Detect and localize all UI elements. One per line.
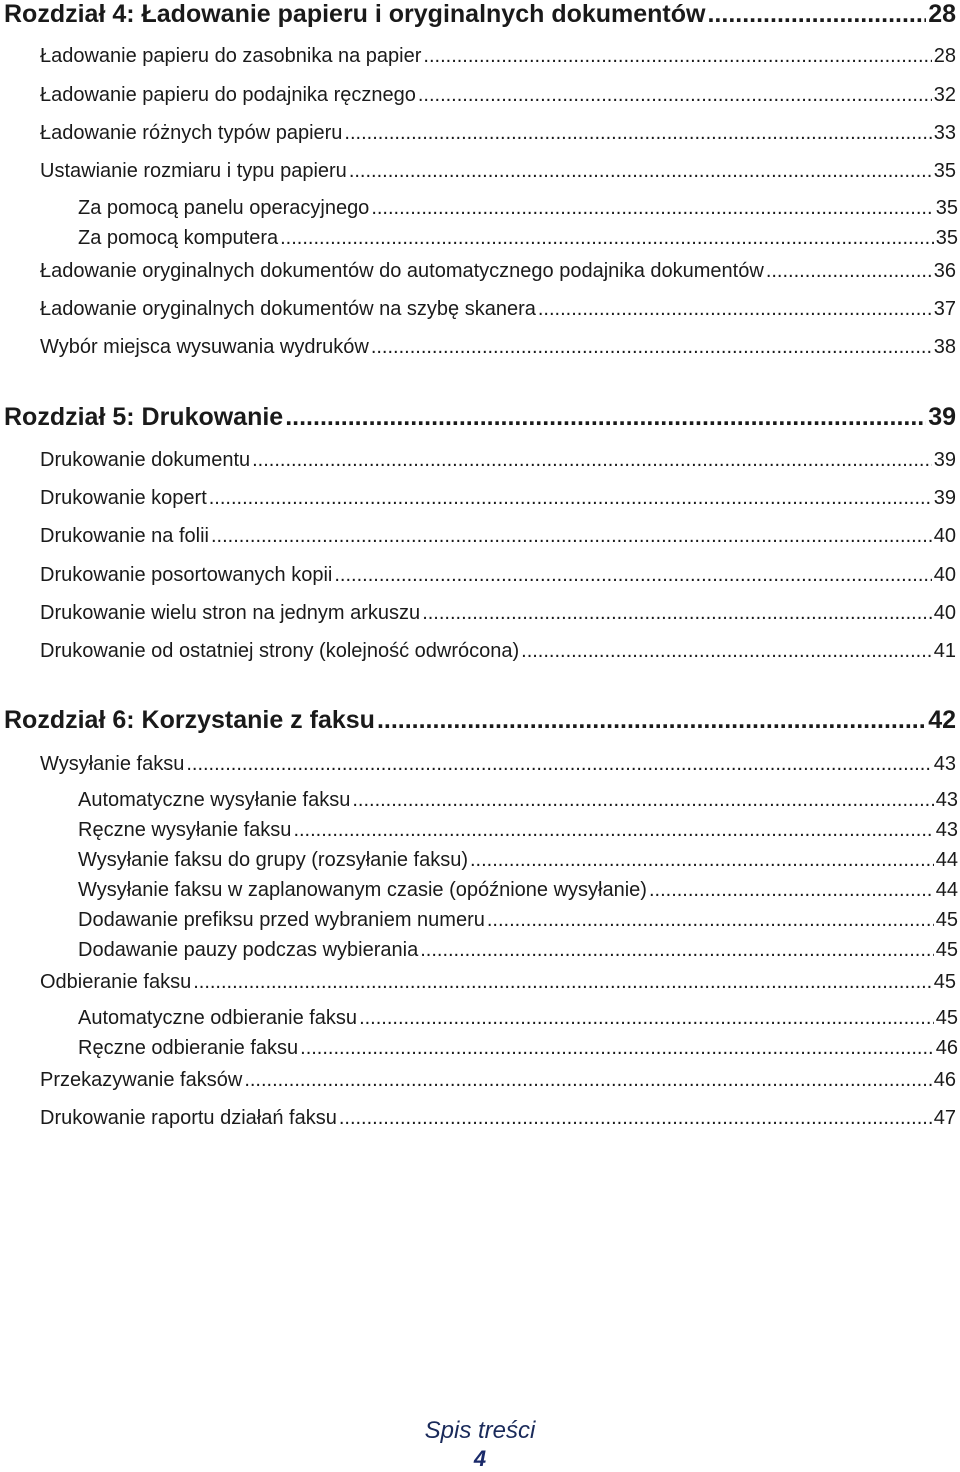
toc-page-number: 35 [935, 197, 958, 219]
footer-page-number: 4 [473, 1446, 487, 1471]
toc-leader-dots [352, 789, 933, 812]
toc-entry-title: Wysyłanie faksu [40, 753, 185, 775]
toc-page-number: 46 [933, 1069, 956, 1091]
toc-entry-title: Ładowanie papieru do zasobnika na papier [40, 45, 422, 67]
toc-page-number: 43 [935, 789, 958, 811]
toc-page-number: 44 [935, 849, 958, 871]
toc-leader-dots [339, 1107, 932, 1130]
toc-subentry[interactable] [78, 197, 958, 223]
toc-entry-title: Ręczne odbieranie faksu [78, 1037, 299, 1059]
toc-entry[interactable] [40, 84, 956, 110]
toc-leader-dots [422, 602, 932, 625]
toc-entry-title: Drukowanie na folii [40, 525, 209, 547]
toc-page-number: 40 [933, 564, 956, 586]
toc-leader-dots [423, 45, 931, 68]
toc-entry[interactable] [40, 449, 956, 475]
toc-entry-title: Ładowanie różnych typów papieru [40, 122, 343, 144]
toc-entry[interactable] [40, 298, 956, 324]
toc-chapter-6[interactable] [4, 706, 956, 738]
toc-leader-dots [280, 227, 934, 250]
toc-entry-title: Wysyłanie faksu w zaplanowanym czasie (opóźnione wysyłanie) [78, 879, 647, 901]
toc-entry[interactable] [40, 602, 956, 628]
toc-page-number: 32 [933, 84, 956, 106]
toc-subentry[interactable] [78, 1037, 958, 1063]
toc-page-number: 37 [933, 298, 956, 320]
toc-entry[interactable] [40, 753, 956, 779]
toc-page-number: 39 [928, 403, 956, 431]
toc-entry[interactable] [40, 487, 956, 513]
toc-entry-title: Dodawanie pauzy podczas wybierania [78, 939, 419, 961]
toc-leader-dots [359, 1007, 934, 1030]
toc-chapter-title: Rozdział 6: Korzystanie z faksu [4, 706, 375, 734]
toc-entry-title: Dodawanie prefiksu przed wybraniem numeru [78, 909, 485, 931]
toc-chapter-5[interactable] [4, 403, 956, 435]
toc-leader-dots [377, 706, 926, 735]
toc-leader-dots [470, 849, 934, 872]
toc-leader-dots [334, 564, 931, 587]
toc-leader-dots [285, 403, 926, 432]
toc-entry-title: Drukowanie kopert [40, 487, 207, 509]
toc-leader-dots [766, 260, 932, 283]
toc-subentry[interactable] [78, 879, 958, 905]
toc-leader-dots [293, 819, 933, 842]
toc-subentry[interactable] [78, 789, 958, 815]
toc-page-number: 45 [935, 1007, 958, 1029]
toc-entry-title: Ładowanie oryginalnych dokumentów do automatycznego podajnika dokumentów [40, 260, 764, 282]
toc-entry[interactable] [40, 971, 956, 997]
toc-entry-title: Ustawianie rozmiaru i typu papieru [40, 160, 347, 182]
toc-entry-title: Drukowanie wielu stron na jednym arkuszu [40, 602, 421, 624]
toc-entry[interactable] [40, 640, 956, 666]
toc-entry[interactable] [40, 1069, 956, 1095]
footer-section-title: Spis treści [424, 1417, 536, 1444]
toc-subentry[interactable] [78, 819, 958, 845]
toc-entry[interactable] [40, 122, 956, 148]
toc-leader-dots [211, 525, 932, 548]
toc-page-number: 36 [933, 260, 956, 282]
toc-entry[interactable] [40, 260, 956, 286]
toc-entry-title: Przekazywanie faksów [40, 1069, 243, 1091]
toc-page-number: 39 [933, 487, 956, 509]
toc-chapter-title: Rozdział 4: Ładowanie papieru i oryginalnych dokumentów [4, 0, 706, 28]
toc-leader-dots [521, 640, 932, 663]
toc-subentry[interactable] [78, 939, 958, 965]
toc-entry-title: Za pomocą komputera [78, 227, 279, 249]
toc-entry[interactable] [40, 160, 956, 186]
toc-leader-dots [252, 449, 932, 472]
toc-page-number: 41 [933, 640, 956, 662]
toc-entry-title: Automatyczne wysyłanie faksu [78, 789, 351, 811]
toc-entry-title: Drukowanie od ostatniej strony (kolejność odwrócona) [40, 640, 520, 662]
toc-subentry[interactable] [78, 1007, 958, 1033]
toc-leader-dots [193, 971, 932, 994]
toc-entry-title: Ładowanie papieru do podajnika ręcznego [40, 84, 416, 106]
toc-page-number: 35 [935, 227, 958, 249]
toc-page-number: 42 [928, 706, 956, 734]
toc-page-number: 43 [935, 819, 958, 841]
toc-page-number: 45 [933, 971, 956, 993]
toc-entry-title: Za pomocą panelu operacyjnego [78, 197, 370, 219]
toc-entry-title: Wybór miejsca wysuwania wydruków [40, 336, 369, 358]
toc-leader-dots [244, 1069, 931, 1092]
toc-entry-title: Ręczne wysyłanie faksu [78, 819, 292, 841]
toc-leader-dots [209, 487, 932, 510]
toc-subentry[interactable] [78, 227, 958, 253]
toc-entry-title: Odbieranie faksu [40, 971, 192, 993]
toc-entry-title: Wysyłanie faksu do grupy (rozsyłanie faksu) [78, 849, 468, 871]
toc-entry-title: Drukowanie posortowanych kopii [40, 564, 333, 586]
toc-leader-dots [649, 879, 934, 902]
toc-page-number: 45 [935, 939, 958, 961]
toc-entry[interactable] [40, 45, 956, 71]
toc-page-number: 46 [935, 1037, 958, 1059]
toc-entry[interactable] [40, 336, 956, 362]
toc-page-number: 28 [928, 0, 956, 28]
toc-leader-dots [420, 939, 934, 962]
toc-page-number: 38 [933, 336, 956, 358]
toc-subentry[interactable] [78, 849, 958, 875]
toc-page-number: 47 [933, 1107, 956, 1129]
toc-entry-title: Ładowanie oryginalnych dokumentów na szybę skanera [40, 298, 536, 320]
toc-leader-dots [186, 753, 931, 776]
toc-leader-dots [487, 909, 934, 932]
toc-chapter-title: Rozdział 5: Drukowanie [4, 403, 284, 431]
toc-page-number: 33 [933, 122, 956, 144]
toc-page-number: 45 [935, 909, 958, 931]
toc-entry[interactable] [40, 564, 956, 590]
toc-page-number: 44 [935, 879, 958, 901]
toc-leader-dots [349, 160, 932, 183]
toc-page-number: 40 [933, 602, 956, 624]
toc-page-number: 39 [933, 449, 956, 471]
toc-leader-dots [344, 122, 931, 145]
toc-subentry[interactable] [78, 909, 958, 935]
toc-leader-dots [707, 0, 926, 29]
toc-entry[interactable] [40, 525, 956, 551]
toc-leader-dots [538, 298, 932, 321]
toc-entry-title: Automatyczne odbieranie faksu [78, 1007, 358, 1029]
toc-entry-title: Drukowanie dokumentu [40, 449, 251, 471]
toc-leader-dots [300, 1037, 934, 1060]
toc-page-number: 28 [933, 45, 956, 67]
toc-chapter-4[interactable] [4, 0, 956, 32]
toc-entry[interactable] [40, 1107, 956, 1133]
toc-entry-title: Drukowanie raportu działań faksu [40, 1107, 337, 1129]
toc-leader-dots [418, 84, 932, 107]
toc-leader-dots [371, 336, 932, 359]
toc-page-number: 43 [933, 753, 956, 775]
toc-page-number: 35 [933, 160, 956, 182]
toc-page-number: 40 [933, 525, 956, 547]
toc-leader-dots [371, 197, 933, 220]
